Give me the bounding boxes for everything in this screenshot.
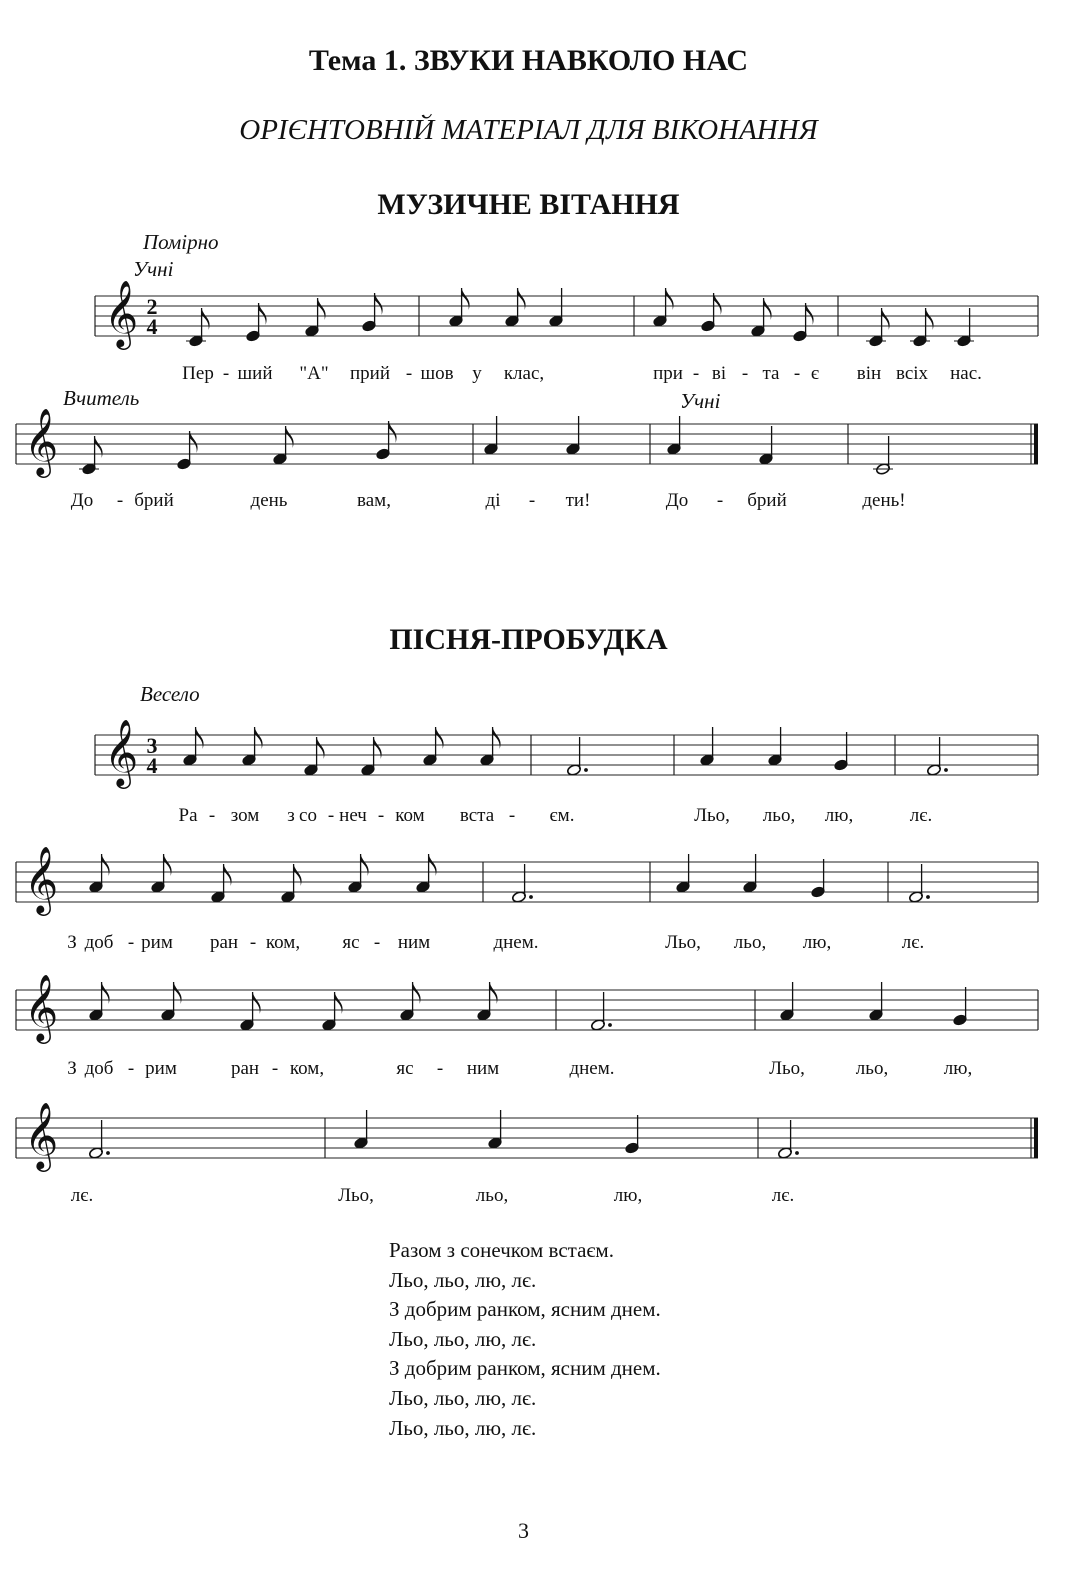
song-title-wakeup: ПІСНЯ-ПРОБУДКА <box>389 623 668 656</box>
lyric-syllable: - <box>741 363 749 384</box>
lyric-syllable: ком <box>395 805 425 826</box>
lyric-syllable: ран <box>209 932 239 953</box>
lyric-syllable: прий <box>349 363 391 384</box>
lyric-syllable: Льо, <box>338 1185 374 1206</box>
lyric-syllable: Льо, <box>665 932 701 953</box>
time-signature-top: 2 <box>146 294 158 319</box>
lyric-syllable: ним <box>466 1058 500 1079</box>
lyric-syllable: ді <box>485 490 501 511</box>
material-subtitle: ОРІЄНТОВНІЙ МАТЕРІАЛ ДЛЯ ВІКОНАННЯ <box>239 114 818 146</box>
eighth-flag <box>224 864 232 886</box>
eighth-flag <box>335 992 343 1014</box>
lyric-syllable: Льо, <box>694 805 730 826</box>
eighth-flag <box>462 288 470 310</box>
lyric-syllable: со <box>299 805 317 826</box>
page-number: 3 <box>518 1518 529 1543</box>
eighth-flag <box>436 727 444 749</box>
lyric-syllable: неч <box>339 805 367 826</box>
lyric-syllable: ком, <box>265 932 301 953</box>
song-poem <box>389 1236 661 1443</box>
lyric-syllable: - <box>271 1058 279 1079</box>
time-signature-bottom: 4 <box>146 314 158 339</box>
eighth-flag <box>493 727 501 749</box>
lyric-syllable: лю, <box>802 932 832 953</box>
eighth-flag <box>95 436 103 458</box>
lyric-syllable: брий <box>747 490 787 511</box>
poem-line: Льо, льо, лю, лє. <box>389 1326 537 1351</box>
lyric-syllable: ним <box>397 932 431 953</box>
lyric-syllable: - <box>208 805 216 826</box>
eighth-flag <box>490 982 498 1004</box>
lyric-syllable: Ра <box>178 805 198 826</box>
lyric-syllable: нас. <box>950 363 982 384</box>
lyric-syllable: лю, <box>613 1185 643 1206</box>
lyric-syllable: день! <box>862 490 906 511</box>
treble-clef-icon: 𝄞 <box>24 1101 59 1169</box>
lyric-syllable: день <box>250 490 288 511</box>
lyric-syllable: - <box>716 490 724 511</box>
part-label-students: Учні <box>133 257 174 281</box>
augmentation-dot <box>608 1023 612 1027</box>
lyric-syllable: лє. <box>771 1185 795 1206</box>
lyric-syllable: зом <box>230 805 260 826</box>
topic-title: Тема 1. ЗВУКИ НАВКОЛО НАС <box>308 44 749 77</box>
lyric-syllable: лю, <box>824 805 854 826</box>
part-label-teacher: Вчитель <box>63 386 140 410</box>
lyric-syllable: ти! <box>565 490 591 511</box>
lyric-syllable: Льо, <box>769 1058 805 1079</box>
lyric-syllable: - <box>436 1058 444 1079</box>
eighth-flag <box>429 854 437 876</box>
lyric-syllable: - <box>528 490 536 511</box>
lyric-syllable: вста <box>459 805 495 826</box>
lyric-syllable: льо, <box>733 932 767 953</box>
poem-line: З добрим ранком, ясним днем. <box>389 1356 661 1381</box>
poem-line: Льо, льо, лю, лє. <box>389 1415 537 1440</box>
tempo-marking-cheerful: Весело <box>140 682 200 706</box>
lyric-syllable: "А" <box>299 363 329 384</box>
lyric-syllable: днем. <box>569 1058 615 1079</box>
lyric-syllable: - <box>373 932 381 953</box>
lyric-syllable: З <box>67 932 77 953</box>
lyric-syllable: яс <box>396 1058 414 1079</box>
eighth-flag <box>202 308 210 330</box>
eighth-flag <box>102 854 110 876</box>
lyric-syllable: доб <box>84 1058 114 1079</box>
eighth-flag <box>102 982 110 1004</box>
lyric-syllable: До <box>70 490 94 511</box>
lyric-syllable: вам, <box>357 490 391 511</box>
lyric-syllable: - <box>116 490 124 511</box>
treble-clef-icon: 𝄞 <box>24 407 59 475</box>
lyric-syllable: льо, <box>855 1058 889 1079</box>
augmentation-dot <box>795 1151 799 1155</box>
final-bar-thick <box>1034 424 1038 464</box>
eighth-flag <box>882 308 890 330</box>
lyric-syllable: ший <box>237 363 273 384</box>
part-label-students-2: Учні <box>680 389 721 413</box>
lyric-syllable: Пер <box>182 363 214 384</box>
treble-clef-icon: 𝄞 <box>24 973 59 1041</box>
lyric-syllable: ран <box>230 1058 260 1079</box>
eighth-flag <box>666 288 674 310</box>
eighth-flag <box>926 308 934 330</box>
lyric-syllable: рим <box>145 1058 177 1079</box>
lyric-syllable: - <box>249 932 257 953</box>
poem-line: Разом з сонечком встаєм. <box>389 1238 614 1262</box>
treble-clef-icon: 𝄞 <box>104 718 139 786</box>
lyric-syllable: льо, <box>475 1185 509 1206</box>
poem-line: З добрим ранком, ясним днем. <box>389 1297 661 1322</box>
final-bar-thick <box>1034 1118 1038 1158</box>
lyric-syllable: - <box>127 932 135 953</box>
eighth-flag <box>294 864 302 886</box>
lyric-syllable: та <box>762 363 780 384</box>
augmentation-dot <box>106 1151 110 1155</box>
poem-line: Льо, льо, лю, лє. <box>389 1385 537 1410</box>
eighth-flag <box>361 854 369 876</box>
lyric-syllable: - <box>793 363 801 384</box>
lyric-syllable: шов <box>420 363 454 384</box>
eighth-flag <box>164 854 172 876</box>
lyric-syllable: є <box>810 363 820 384</box>
eighth-flag <box>286 426 294 448</box>
eighth-flag <box>255 727 263 749</box>
lyric-syllable: єм. <box>549 805 575 826</box>
tempo-marking-moderate: Помірно <box>143 230 219 254</box>
time-signature-bottom: 4 <box>146 753 158 778</box>
lyric-syllable: клас, <box>503 363 545 384</box>
eighth-flag <box>518 288 526 310</box>
eighth-flag <box>174 982 182 1004</box>
song-title-greeting: МУЗИЧНЕ ВІТАННЯ <box>377 188 680 221</box>
lyric-syllable: рим <box>141 932 173 953</box>
poem-line: Льо, льо, лю, лє. <box>389 1267 537 1292</box>
lyric-syllable: З <box>67 1058 77 1079</box>
lyric-syllable: - <box>508 805 516 826</box>
lyric-syllable: ві <box>711 363 727 384</box>
lyric-syllable: брий <box>134 490 174 511</box>
lyric-syllable: днем. <box>493 932 539 953</box>
lyric-syllable: лє. <box>909 805 933 826</box>
lyric-syllable: - <box>405 363 413 384</box>
eighth-flag <box>374 737 382 759</box>
lyric-syllable: ком, <box>289 1058 325 1079</box>
augmentation-dot <box>529 895 533 899</box>
eighth-flag <box>196 727 204 749</box>
lyric-syllable: - <box>377 805 385 826</box>
lyric-syllable: при <box>653 363 683 384</box>
augmentation-dot <box>944 768 948 772</box>
lyric-syllable: доб <box>84 932 114 953</box>
lyric-syllable: лє. <box>901 932 925 953</box>
lyric-syllable: лю, <box>943 1058 973 1079</box>
augmentation-dot <box>926 895 930 899</box>
treble-clef-icon: 𝄞 <box>24 845 59 913</box>
lyric-syllable: лє. <box>70 1185 94 1206</box>
lyric-syllable: - <box>327 805 335 826</box>
lyric-syllable: у <box>472 363 482 384</box>
lyric-syllable: - <box>222 363 230 384</box>
lyric-syllable: - <box>692 363 700 384</box>
eighth-flag <box>253 992 261 1014</box>
lyric-syllable: з <box>287 805 295 826</box>
lyric-syllable: яс <box>342 932 360 953</box>
augmentation-dot <box>584 768 588 772</box>
eighth-flag <box>413 982 421 1004</box>
lyric-syllable: До <box>665 490 689 511</box>
lyric-syllable: він <box>856 363 882 384</box>
time-signature-top: 3 <box>146 733 158 758</box>
eighth-flag <box>318 298 326 320</box>
eighth-flag <box>317 737 325 759</box>
eighth-flag <box>764 298 772 320</box>
lyric-syllable: всіх <box>895 363 929 384</box>
treble-clef-icon: 𝄞 <box>104 279 139 347</box>
lyric-syllable: льо, <box>762 805 796 826</box>
lyric-syllable: - <box>127 1058 135 1079</box>
